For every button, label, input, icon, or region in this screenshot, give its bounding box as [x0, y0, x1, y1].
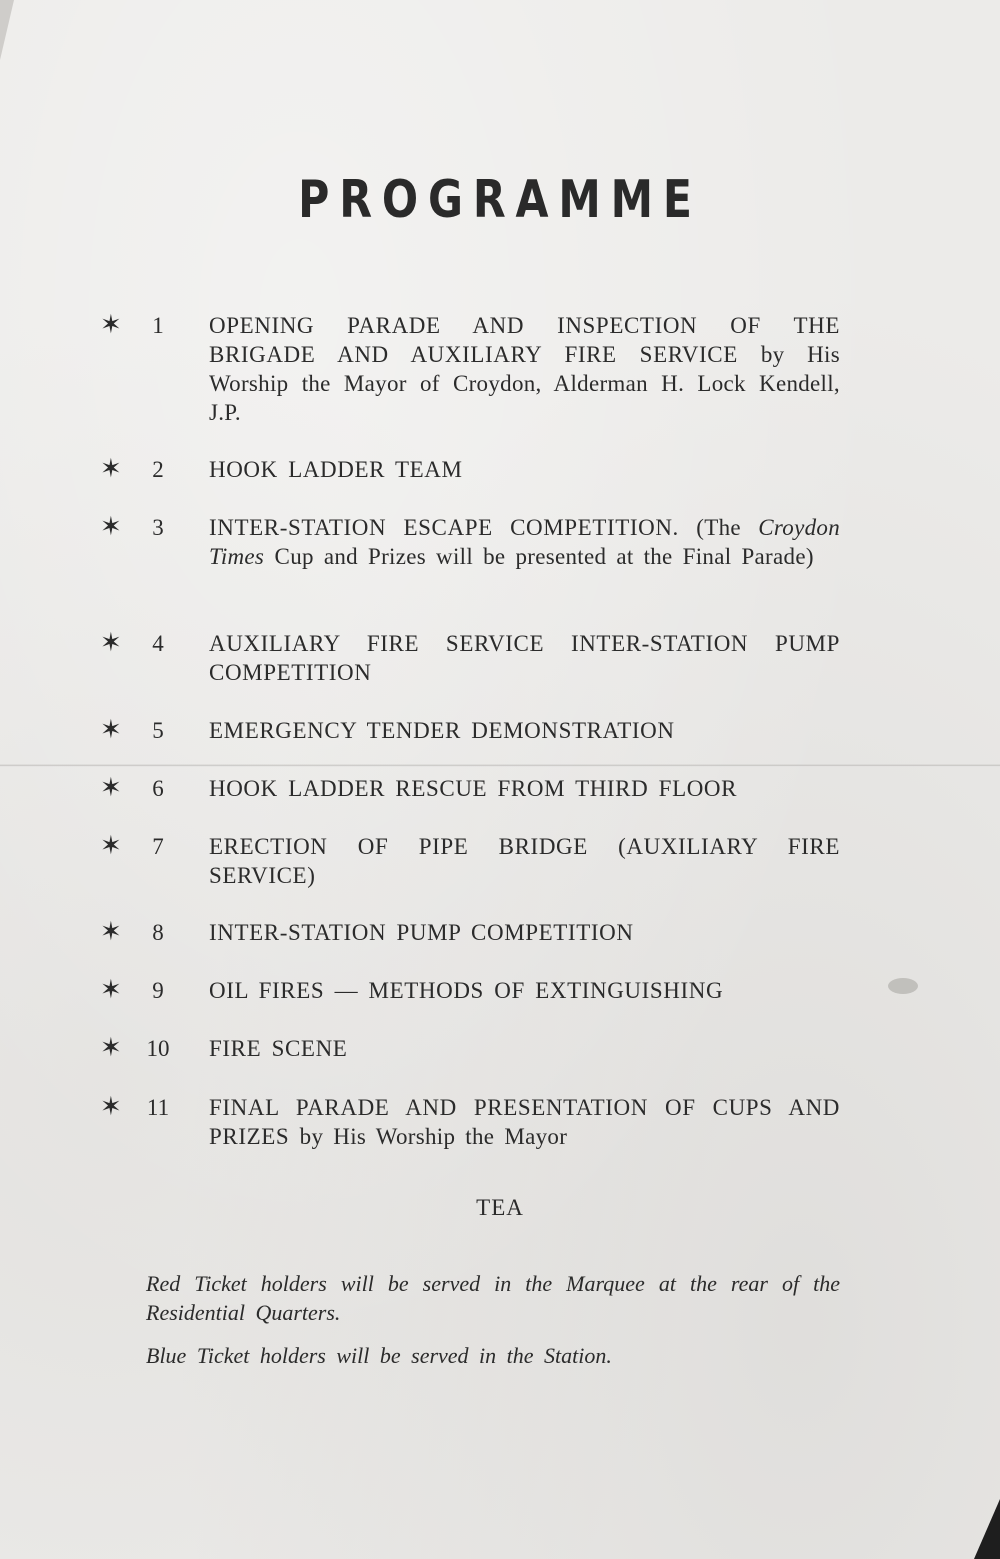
asterisk-star-icon: ✶ — [100, 454, 122, 484]
asterisk-star-icon: ✶ — [100, 917, 122, 947]
item-number: 1 — [152, 313, 164, 338]
item-text — [209, 455, 840, 484]
item-text — [209, 774, 840, 803]
item-title: INTER-STATION PUMP COMPETITION — [209, 920, 634, 945]
item-number: 6 — [152, 776, 164, 801]
item-number: 4 — [152, 631, 164, 656]
item-title: FINAL PARADE AND PRESENTATION OF CUPS AND PRIZES — [209, 1095, 840, 1149]
item-text — [209, 513, 840, 571]
item-title: HOOK LADDER RESCUE FROM THIRD FLOOR — [209, 776, 738, 801]
item-number: 5 — [152, 718, 164, 743]
asterisk-star-icon: ✶ — [100, 1092, 122, 1122]
item-title: EMERGENCY TENDER DEMONSTRATION — [209, 718, 675, 743]
item-number: 11 — [146, 1095, 170, 1120]
fold-crease — [0, 764, 1000, 767]
item-text — [209, 716, 840, 745]
item-title: ERECTION OF PIPE BRIDGE (AUXILIARY FIRE SERVICE) — [209, 834, 840, 888]
asterisk-star-icon: ✶ — [100, 773, 122, 803]
item-text — [209, 918, 840, 947]
tea-note-red: Red Ticket holders will be served in the Marquee at the rear of the Residential Quarters. — [146, 1271, 840, 1325]
item-text — [209, 311, 840, 427]
item-detail: Cup and Prizes will be presented at the Final Parade) — [274, 544, 814, 569]
item-number: 2 — [152, 457, 164, 482]
item-title: AUXILIARY FIRE SERVICE INTER-STATION PUMP COMPETITION — [209, 631, 840, 685]
item-text — [209, 1093, 840, 1151]
item-number: 8 — [152, 920, 164, 945]
item-title: OIL FIRES — METHODS OF EXTINGUISHING — [209, 978, 724, 1003]
tea-heading: TEA — [476, 1195, 524, 1220]
asterisk-star-icon: ✶ — [100, 1033, 122, 1063]
asterisk-star-icon: ✶ — [100, 512, 122, 542]
item-number: 9 — [152, 978, 164, 1003]
item-number: 3 — [152, 515, 164, 540]
page-title: PROGRAMME — [298, 170, 702, 230]
torn-corner — [974, 1499, 1000, 1559]
asterisk-star-icon: ✶ — [100, 628, 122, 658]
item-text — [209, 629, 840, 687]
item-detail: by His Worship the Mayor of Croydon, Alderman H. Lock Kendell, J.P. — [209, 342, 840, 425]
asterisk-star-icon: ✶ — [100, 831, 122, 861]
item-text — [209, 976, 840, 1005]
item-title: HOOK LADDER TEAM — [209, 457, 463, 482]
item-title: FIRE SCENE — [209, 1036, 348, 1061]
item-detail: by His Worship the Mayor — [299, 1124, 568, 1149]
item-text — [209, 832, 840, 890]
torn-corner — [0, 0, 14, 60]
item-title: OPENING PARADE AND INSPECTION OF THE BRIGADE AND AUXILIARY FIRE SERVICE — [209, 313, 840, 367]
item-number: 10 — [146, 1036, 170, 1061]
asterisk-star-icon: ✶ — [100, 715, 122, 745]
asterisk-star-icon: ✶ — [100, 310, 122, 340]
item-number: 7 — [152, 834, 164, 859]
item-detail-prefix: (The — [696, 515, 741, 540]
item-title: INTER-STATION ESCAPE COMPETITION. — [209, 515, 679, 540]
item-text — [209, 1034, 840, 1063]
ink-smudge — [888, 978, 918, 994]
item-detail-italic: Croydon Times — [209, 515, 841, 569]
tea-note-blue: Blue Ticket holders will be served in the Station. — [146, 1343, 612, 1368]
asterisk-star-icon: ✶ — [100, 975, 122, 1005]
